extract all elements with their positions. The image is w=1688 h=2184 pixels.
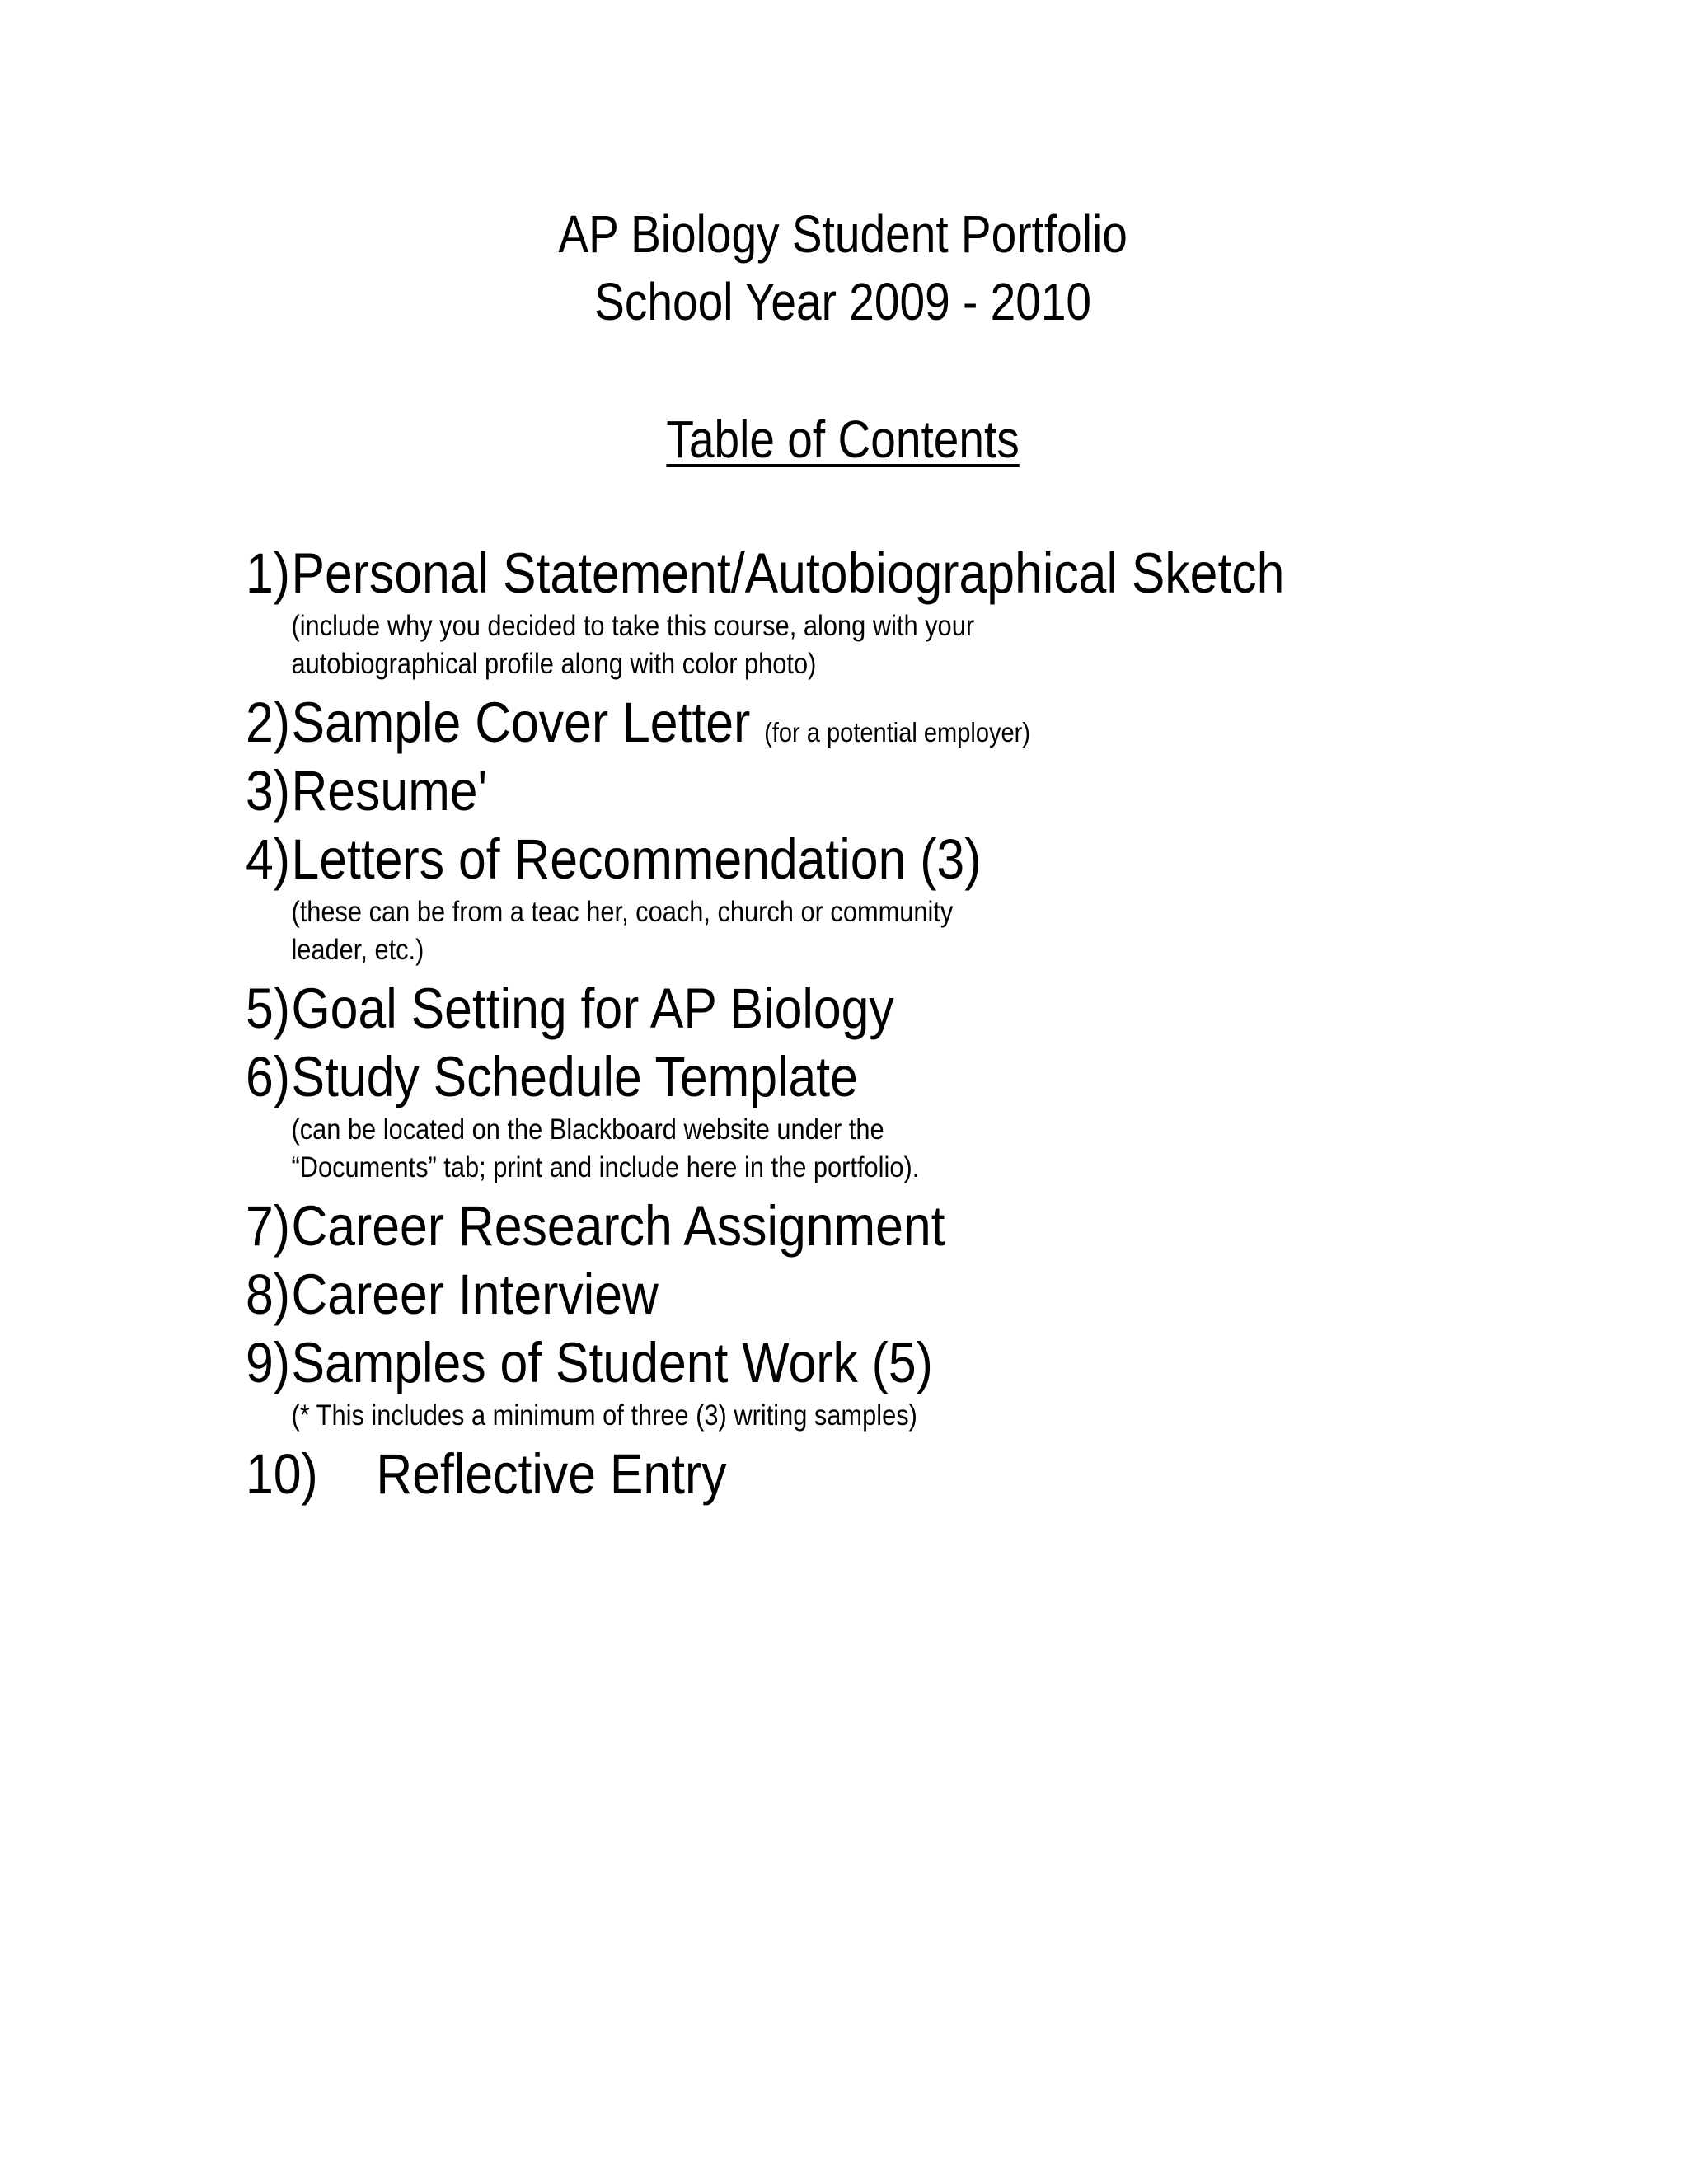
- toc-item-letters-of-recommendation: [246, 825, 1334, 974]
- toc-item-cover-letter: [246, 688, 1334, 757]
- toc-item-label: Resume': [291, 759, 488, 823]
- toc-item-label: Goal Setting for AP Biology: [291, 977, 894, 1040]
- toc-item-label: Reflective Entry: [376, 1442, 727, 1506]
- toc-item-label: Sample Cover Letter: [291, 691, 751, 754]
- toc-item-number: 4): [246, 827, 290, 891]
- toc-item-line: [246, 974, 1334, 1043]
- toc-item-study-schedule: [246, 1043, 1334, 1192]
- toc-item-inline-note: (for a potential employer): [764, 717, 1030, 748]
- toc-item-number: 6): [246, 1045, 290, 1108]
- toc-item-number: 9): [246, 1331, 290, 1394]
- toc-item-number: 5): [246, 977, 290, 1040]
- toc-item-note: (can be located on the Blackboard website under the “Documents” tab; print and include here in the portfolio).: [291, 1113, 920, 1183]
- toc-item-line: [246, 757, 1334, 825]
- toc-item-label: Career Research Assignment: [291, 1194, 945, 1258]
- toc-item-goal-setting: [246, 974, 1334, 1043]
- toc-heading: [117, 405, 1568, 474]
- toc-item-line: [246, 1043, 1334, 1111]
- toc-item-line: [246, 539, 1334, 607]
- document-title: AP Biology Student Portfolio: [558, 204, 1128, 264]
- toc-item-number: 8): [246, 1263, 290, 1326]
- toc-item-note: (* This includes a minimum of three (3) writing samples): [291, 1399, 917, 1432]
- toc-item-line: [246, 1260, 1334, 1329]
- toc-item-line: [246, 1329, 1334, 1397]
- toc-item-line: [246, 1192, 1334, 1260]
- toc-item-career-interview: [246, 1260, 1334, 1329]
- toc-item-line: [246, 825, 1334, 893]
- toc-item-label: Study Schedule Template: [291, 1045, 858, 1108]
- toc-item-number: 10): [246, 1442, 318, 1506]
- toc-item-number: 1): [246, 541, 290, 605]
- toc-item-label: Personal Statement/Autobiographical Sketch: [291, 541, 1285, 605]
- toc-item-career-research: [246, 1192, 1334, 1260]
- document-subtitle: School Year 2009 - 2010: [594, 272, 1092, 331]
- toc-item-label: Career Interview: [291, 1263, 659, 1326]
- toc-list: [246, 539, 1482, 1508]
- toc-item-reflective-entry: [246, 1440, 1334, 1508]
- toc-item-line: [246, 688, 1334, 757]
- toc-item-note: (include why you decided to take this course, along with your autobiographical profile along with color photo): [291, 610, 975, 680]
- toc-item-note: (these can be from a teac her, coach, church or community leader, etc.): [291, 896, 954, 966]
- toc-heading-text: Table of Contents: [666, 410, 1020, 469]
- toc-item-number: 3): [246, 759, 290, 823]
- toc-item-personal-statement: [246, 539, 1334, 688]
- toc-item-label: Samples of Student Work (5): [291, 1331, 933, 1394]
- toc-item-resume: [246, 757, 1334, 825]
- toc-item-student-work: [246, 1329, 1334, 1440]
- toc-item-line: [246, 1440, 1334, 1508]
- toc-item-number: 7): [246, 1194, 290, 1258]
- toc-item-number: 2): [246, 691, 290, 754]
- toc-item-label: Letters of Recommendation (3): [291, 827, 982, 891]
